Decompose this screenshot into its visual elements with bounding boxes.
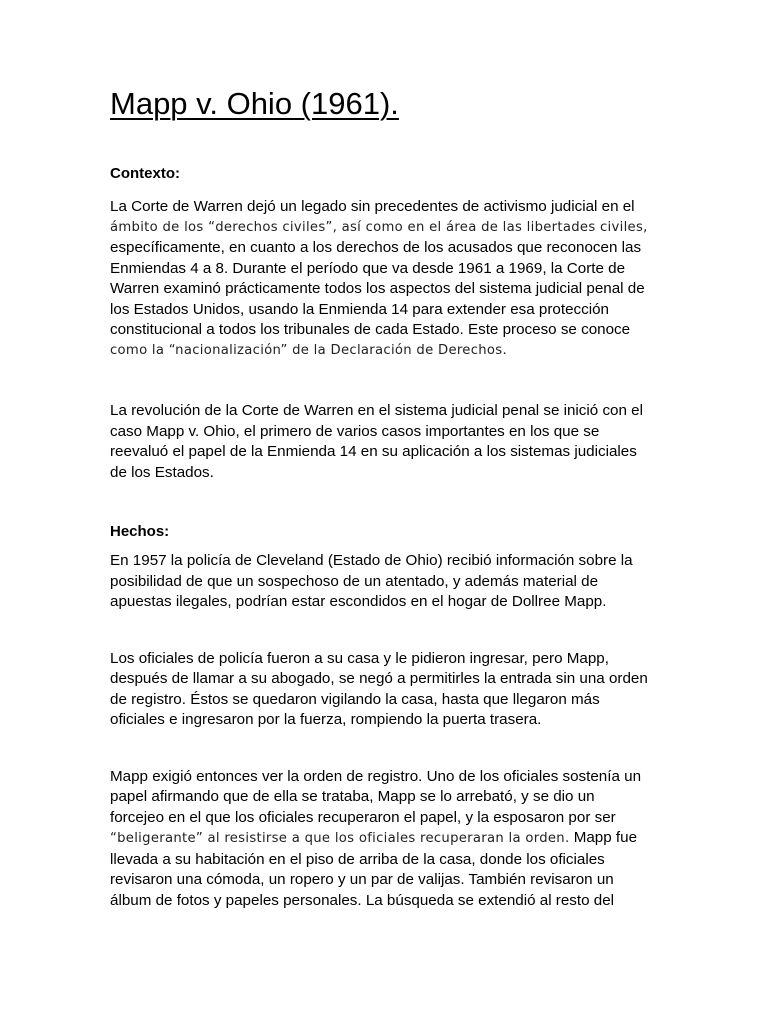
text-line: papel afirmando que de ella se trataba, Mapp se lo arrebató, y se dio un (110, 788, 595, 805)
text-line: caso Mapp v. Ohio, el primero de varios casos importantes en los que se (110, 422, 600, 440)
hechos-paragraph-3 (110, 767, 670, 912)
text-line: los Estados Unidos, usando la Enmienda 14 para extender esa protección (110, 300, 609, 318)
text-fragment: Mapp fue (569, 829, 638, 846)
document-page (110, 86, 670, 911)
hechos-paragraph-2 (110, 649, 670, 731)
text-line: revisaron una cómoda, un ropero y un par de valijas. También revisaron un (110, 871, 614, 888)
text-line: La Corte de Warren dejó un legado sin precedentes de activismo judicial en el (110, 198, 635, 215)
text-line: Enmiendas 4 a 8. Durante el período que va desde 1961 a 1969, la Corte de (110, 259, 626, 277)
contexto-paragraph-2 (110, 401, 670, 483)
document-title: Mapp v. Ohio (1961). (110, 86, 399, 121)
text-line: álbum de fotos y papeles personales. La búsqueda se extendió al resto del (110, 891, 615, 909)
text-line: Mapp exigió entonces ver la orden de registro. Uno de los oficiales sostenía un (110, 767, 642, 785)
text-line: de los Estados. (110, 463, 214, 481)
text-line: apuestas ilegales, podrían estar escondidos en el hogar de Dollree Mapp. (110, 593, 607, 610)
text-line (110, 828, 670, 850)
text-line: Los oficiales de policía fueron a su casa y le pidieron ingresar, pero Mapp, (110, 649, 609, 667)
text-line: como la “nacionalización” de la Declaración de Derechos. (110, 342, 507, 358)
text-line: de registro. Éstos se quedaron vigilando la casa, hasta que llegaron más (110, 690, 600, 708)
text-line: específicamente, en cuanto a los derechos de los acusados que reconocen las (110, 239, 642, 256)
text-line: constitucional a todos los tribunales de cada Estado. Este proceso se conoce (110, 321, 631, 338)
text-line: Warren examinó prácticamente todos los aspectos del sistema judicial penal de (110, 280, 645, 297)
contexto-paragraph-1 (110, 197, 670, 361)
text-line: después de llamar a su abogado, se negó a permitirles la entrada sin una orden (110, 670, 648, 687)
section-heading-hechos: Hechos: (110, 523, 170, 540)
text-line: forcejeo en el que los oficiales recuperaron el papel, y la esposaron por ser (110, 808, 616, 826)
text-line: llevada a su habitación en el piso de arriba de la casa, donde los oficiales (110, 850, 605, 868)
section-heading-contexto: Contexto: (110, 165, 180, 182)
text-line: ámbito de los “derechos civiles”, así como en el área de las libertades civiles, (110, 219, 648, 235)
text-fragment: “beligerante” al resistirse a que los oficiales recuperaran la orden. (110, 831, 570, 846)
hechos-paragraph-1 (110, 551, 670, 613)
text-line: La revolución de la Corte de Warren en el sistema judicial penal se inició con el (110, 402, 643, 419)
text-line: En 1957 la policía de Cleveland (Estado de Ohio) recibió información sobre la (110, 552, 633, 569)
text-line: posibilidad de que un sospechoso de un atentado, y además material de (110, 572, 599, 590)
text-line: oficiales e ingresaron por la fuerza, rompiendo la puerta trasera. (110, 711, 542, 728)
text-line: reevaluó el papel de la Enmienda 14 en su aplicación a los sistemas judiciales (110, 443, 637, 460)
